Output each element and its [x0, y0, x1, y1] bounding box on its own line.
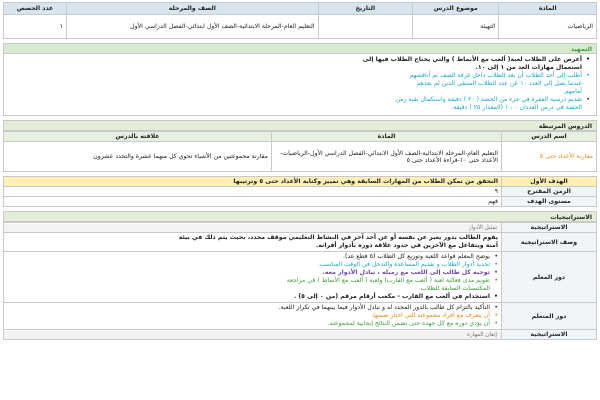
lesson-header-table: [3, 2, 597, 39]
related-table: [3, 131, 597, 172]
goal-time-label: الزمن المقترح: [502, 187, 597, 197]
intro-item-3: • تقديم درسية الفقرة في جزء من الحصة ( ٢٠ ) دقيقة واستكمال بقية زمن الحصة في درس العددان ٠ ، ١ (المقدار ٢٥ ) دقيقة.: [10, 96, 590, 112]
goal-label: الهدف الأول: [502, 177, 597, 187]
related-title: الدروس المرتبطة: [3, 120, 597, 131]
intro-box: [3, 54, 597, 116]
strategies-table: [3, 222, 597, 340]
intro-title: التمهيد: [3, 43, 597, 54]
teacher-role-list: • يوضح المعلم قواعد اللعبة وتوزيع كل الطلاب (٥ قطع عد). • تحديد أدوار الطلاب و تقديم المساعدة والتدخل في الوقت المناسب. • توجيه كل طالب إلى اللعب مع زميله ، تبادل الأدوار معه. • تقويم مدى فعالية لعبة ( ألعب مع القارب) ولعبة ( ألعب مع الأنماط ) في مراجعة المكتسبات السابقة للطلاب. • استخدام في ألعب مع القارب - مكعب أرقام مرقم (من ٠ إلى ٥) .: [4, 252, 502, 303]
strategies-title: الاستراتيجيات: [3, 211, 597, 222]
header-date-label: التاريخ: [318, 3, 412, 15]
intro-section: [3, 43, 597, 116]
strategy-desc: يقوم الطالب بدور يعبر عن نفسه أو عن أحد آخر في النشاط التعليمي موقف محدد، بحيث يتم ذلك في بيئة آمنة ويتفاعل مع الآخرين في حدود علاقة دوره بأدوار أقرانه.: [4, 233, 502, 252]
strategy2-label: الاستراتيجية: [502, 330, 597, 340]
related-subject-path: التعليم العام-المرحلة الابتدائية-الصف الأول الابتدائي-الفصل الدراسي الأول-الرياضيات-الأعداد حتى ١٠-قراءة الأعداد حتى ٥: [272, 142, 502, 172]
intro-item-2: • أطلب إلى أحد الطلاب أن يعد الطلاب داخل غرفة الصف ثم أناقشهم عندما يصل إلى العدد ١٠ عن عدد الطلاب المتبقي الذين لم يعدهم أمامهم.: [10, 72, 590, 96]
header-grade-label: الصف والمرحلة: [66, 3, 318, 15]
related-subject-header: المادة: [272, 132, 502, 142]
related-lesson-name[interactable]: مقارنة الأعداد حتى ٥: [502, 142, 597, 172]
header-topic-value: التهيئة: [412, 15, 499, 39]
strategy-label: الاستراتيجية: [502, 223, 597, 233]
related-section: [3, 120, 597, 172]
intro-item-1: • أعرض على الطلاب لعبة( ألعب مع الأنماط ) والتي يحتاج الطلاب فيها إلى استعمال مهارات العد من ١ إلى ١٠.: [10, 56, 590, 72]
learner-role-label: دور المتعلم: [502, 303, 597, 330]
teacher-role-label: دور المعلم: [502, 252, 597, 303]
goals-section: [3, 176, 597, 207]
strategy-desc-label: وصف الاستراتيجية: [502, 233, 597, 252]
header-date-value: [318, 15, 412, 39]
learner-role-list: • التأكيد بالتزام كل طالب بالدور المحدد له و تبادل الأدوار فيما بينهما في تكرار اللعبة. • أن يتعرف مع أفراد مجموعته التي اختار ضمنها. • أن يؤدي دوره مع كل جهده حتى تضمن النتائج إيجابية لمجموعته.: [4, 303, 502, 330]
strategy2-name: إتقان المهارة: [4, 331, 501, 339]
goals-table: [3, 176, 597, 207]
related-relation-header: علاقته بالدرس: [4, 132, 272, 142]
header-count-value: ١: [4, 15, 67, 39]
goal-level-label: مستوى الهدف: [502, 197, 597, 207]
header-subject-label: المادة: [499, 3, 597, 15]
related-name-header: اسم الدرس: [502, 132, 597, 142]
header-grade-value: التعليم العام-المرحلة الابتدائية-الصف الأول ابتدائي-الفصل الدراسي الأول: [66, 15, 318, 39]
goal-time-value: ٩: [4, 187, 502, 197]
header-count-label: عدد الحصص: [4, 3, 67, 15]
goal-level-value: فهم: [4, 197, 502, 207]
related-relation-text: مقارنة مجموعتين من الأشياء تحوي كل منهما عشرة والتحدد عشرون: [4, 142, 272, 172]
strategies-section: [3, 211, 597, 340]
strategy-name: تمثيل الأدوار: [4, 224, 501, 232]
goal-text: التحقق من تمكن الطلاب من المهارات السابقة وهي تمييز وكتابة الأعداد حتى ٥ وترتيبها: [4, 177, 502, 187]
header-subject-value: الرياضيات: [499, 15, 597, 39]
header-topic-label: موضوع الدرس: [412, 3, 499, 15]
